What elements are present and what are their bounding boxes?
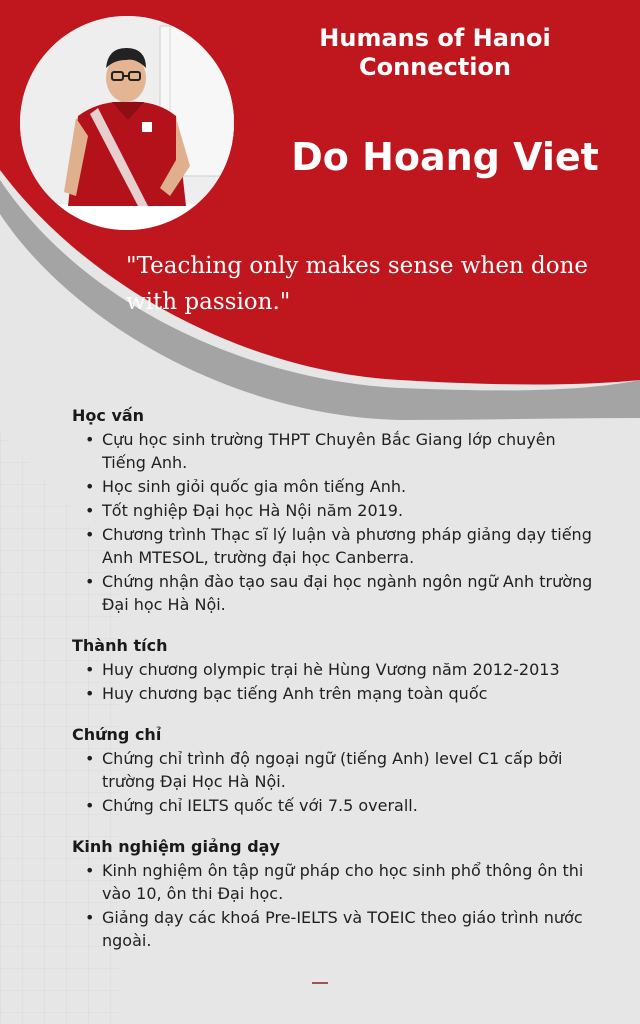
list-item: • Cựu học sinh trường THPT Chuyên Bắc Giang lớp chuyên Tiếng Anh. [102, 428, 602, 474]
section-achievements [72, 635, 602, 705]
section-education [72, 405, 602, 616]
decorative-dash [312, 982, 328, 984]
certificates-list [72, 747, 602, 817]
section-title: Học vấn [72, 406, 145, 425]
list-item: • Huy chương bạc tiếng Anh trên mạng toàn quốc [102, 682, 602, 705]
list-item: • Chứng chỉ IELTS quốc tế với 7.5 overall. [102, 794, 602, 817]
list-item: • Chứng nhận đào tạo sau đại học ngành ngôn ngữ Anh trường Đại học Hà Nội. [102, 570, 602, 616]
list-item: • Học sinh giỏi quốc gia môn tiếng Anh. [102, 475, 602, 498]
teaching-experience-list [72, 859, 602, 952]
person-illustration [20, 16, 234, 230]
section-certificates [72, 724, 602, 817]
quote-text: "Teaching only makes sense when done with passion." [126, 253, 589, 315]
achievements-list [72, 658, 602, 705]
education-list [72, 428, 602, 616]
profile-photo [20, 16, 234, 230]
section-teaching-experience [72, 836, 602, 952]
brand-line-1: Humans of Hanoi [319, 24, 551, 52]
list-item: • Tốt nghiệp Đại học Hà Nội năm 2019. [102, 499, 602, 522]
person-name: Do Hoang Viet [291, 135, 599, 179]
profile-content [72, 405, 602, 971]
list-item: • Chứng chỉ trình độ ngoại ngữ (tiếng Anh) level C1 cấp bởi trường Đại Học Hà Nội. [102, 747, 602, 793]
list-item: • Giảng dạy các khoá Pre-IELTS và TOEIC theo giáo trình nước ngoài. [102, 906, 602, 952]
section-title: Chứng chỉ [72, 725, 162, 744]
brand-title [300, 24, 570, 82]
section-title: Thành tích [72, 636, 168, 655]
list-item: • Huy chương olympic trại hè Hùng Vương năm 2012-2013 [102, 658, 602, 681]
list-item: • Kinh nghiệm ôn tập ngữ pháp cho học sinh phổ thông ôn thi vào 10, ôn thi Đại học. [102, 859, 602, 905]
section-title: Kinh nghiệm giảng dạy [72, 837, 280, 856]
list-item: • Chương trình Thạc sĩ lý luận và phương pháp giảng dạy tiếng Anh MTESOL, trường đại học Canberra. [102, 523, 602, 569]
brand-line-2: Connection [358, 53, 512, 81]
